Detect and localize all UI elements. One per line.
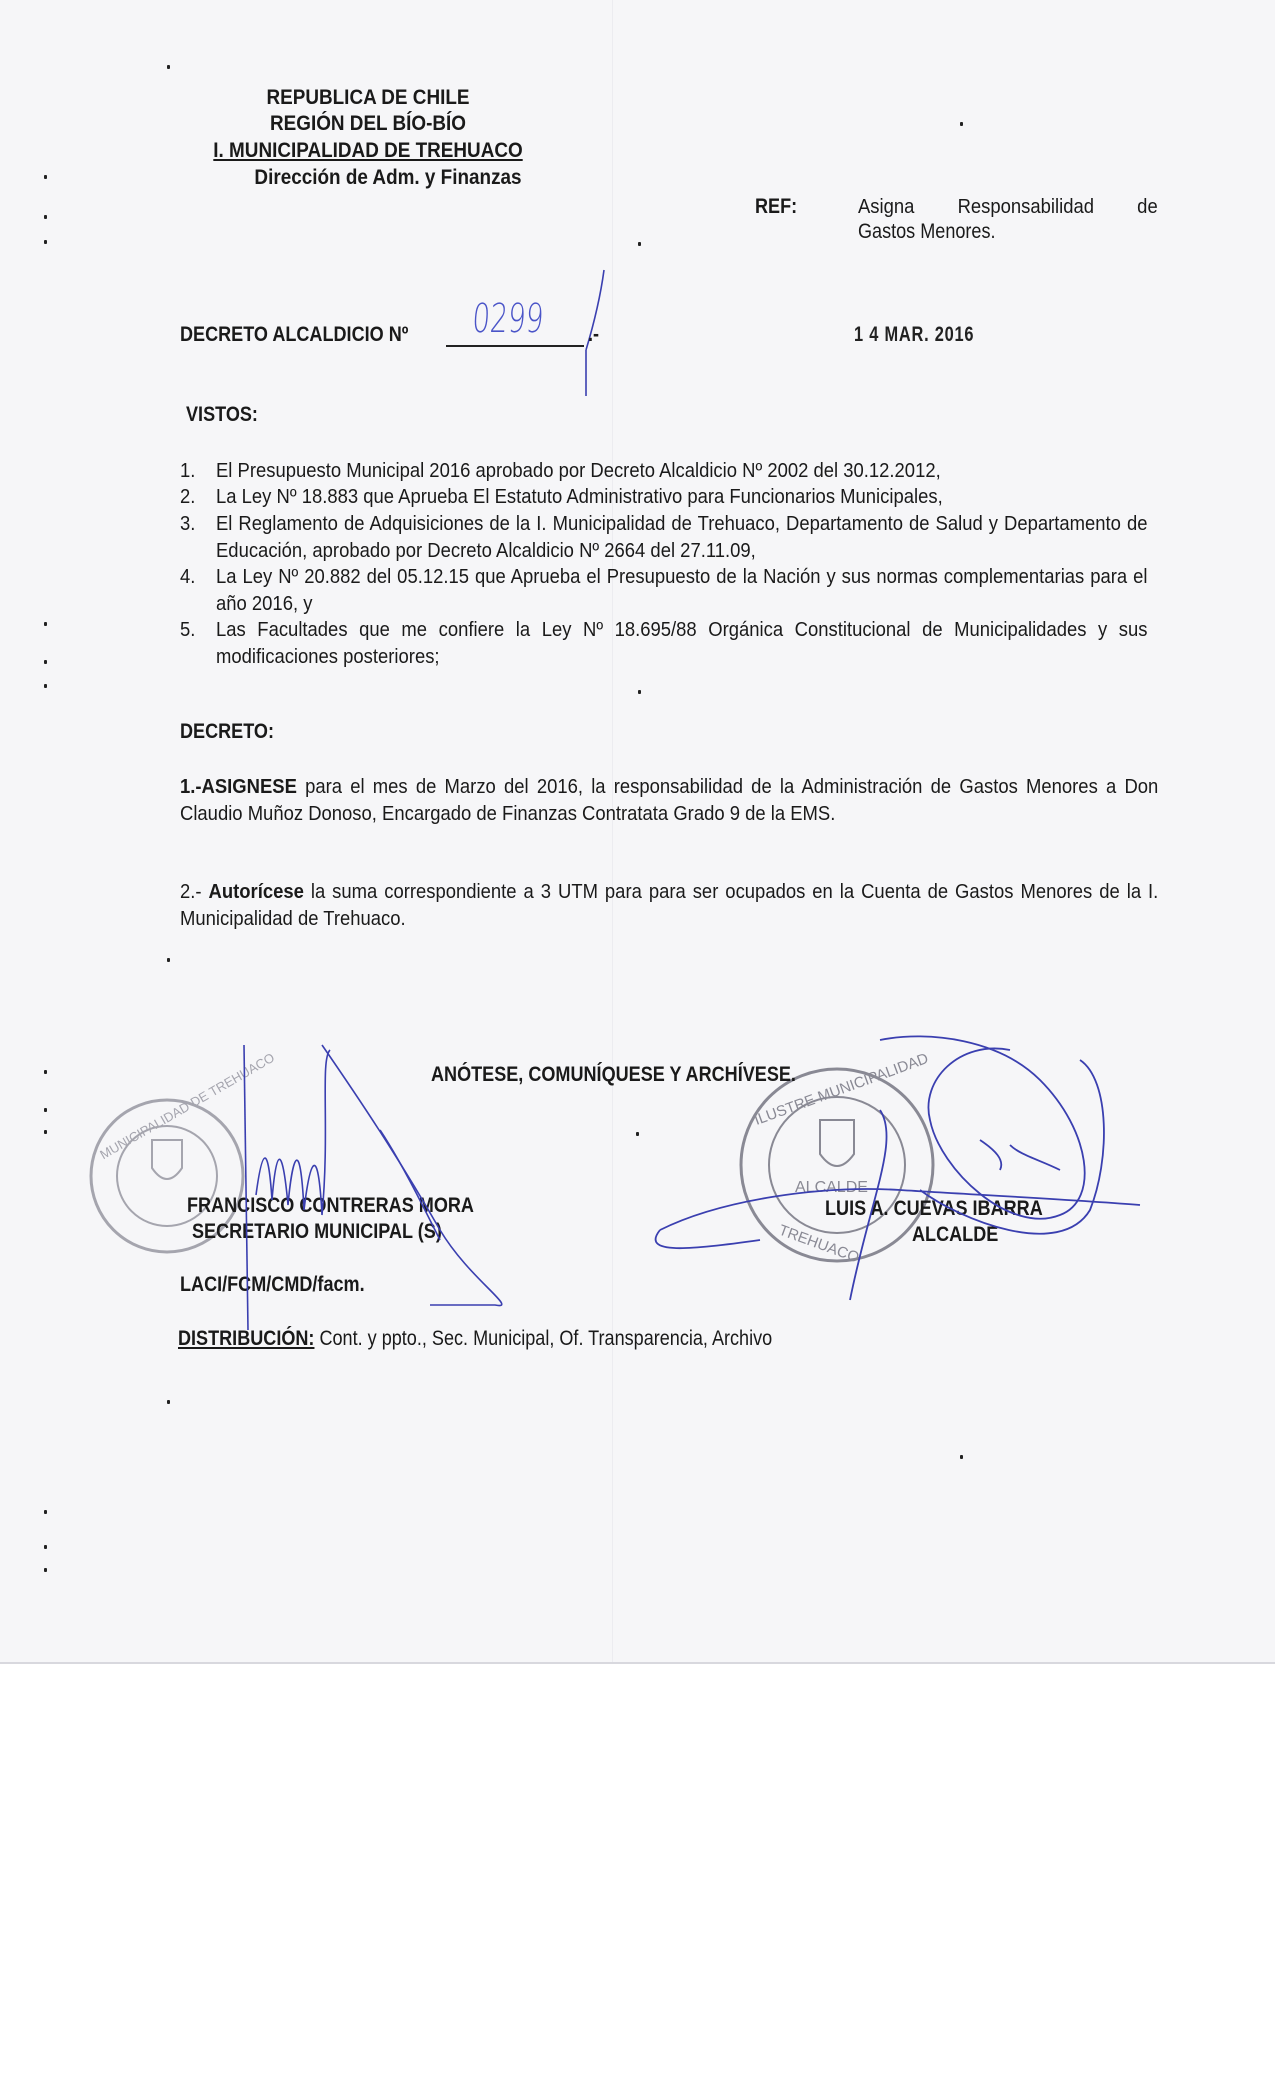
header-municipality: I. MUNICIPALIDAD DE TREHUACO bbox=[213, 139, 523, 162]
header-department: Dirección de Adm. y Finanzas bbox=[254, 166, 522, 189]
ref-line-1: Asigna Responsabilidad de bbox=[858, 195, 1158, 218]
vistos-item-text: Las Facultades que me confiere la Ley Nº 18.695/88 Orgánica Constitucional de Municipalidades y sus modificaciones posteriores; bbox=[216, 618, 1148, 668]
distribution-label: DISTRIBUCIÓN: bbox=[178, 1327, 315, 1350]
closing-formula: ANÓTESE, COMUNÍQUESE Y ARCHÍVESE. bbox=[431, 1063, 796, 1086]
vistos-item-number: 4. bbox=[180, 565, 196, 588]
decree-number-handwritten: 0299 bbox=[470, 296, 546, 342]
vistos-item-text: El Presupuesto Municipal 2016 aprobado por Decreto Alcaldicio Nº 2002 del 30.12.2012, bbox=[216, 459, 941, 482]
distribution-list: Cont. y ppto., Sec. Municipal, Of. Transparencia, Archivo bbox=[314, 1327, 773, 1350]
decreto-title: DECRETO: bbox=[180, 720, 274, 743]
date-stamp: 1 4 MAR. 2016 bbox=[854, 323, 975, 346]
ref-label: REF: bbox=[755, 195, 798, 218]
vistos-title: VISTOS: bbox=[186, 403, 258, 426]
right-signature bbox=[656, 1036, 1140, 1300]
ref-line-2: Gastos Menores. bbox=[858, 220, 996, 243]
right-signatory-name: LUIS A. CUEVAS IBARRA bbox=[825, 1197, 1043, 1220]
header-region: REGIÓN DEL BÍO-BÍO bbox=[269, 112, 467, 135]
svg-text:MUNICIPALIDAD DE TREHUACO: MUNICIPALIDAD DE TREHUACO bbox=[97, 1049, 278, 1163]
decreto-p2-prefix: 2.- bbox=[180, 880, 209, 903]
initials: LACI/FCM/CMD/facm. bbox=[180, 1273, 365, 1296]
vistos-item-text: La Ley Nº 20.882 del 05.12.15 que Aprueba el Presupuesto de la Nación y sus normas complementarias para el año 2016, y bbox=[216, 565, 1148, 615]
decree-label: DECRETO ALCALDICIO Nº bbox=[180, 323, 409, 346]
vistos-item-text: El Reglamento de Adquisiciones de la I. Municipalidad de Trehuaco, Departamento de Salud y Departamento de Educación, aprobado por Decreto Alcaldicio Nº 2664 del 27.11.09, bbox=[216, 512, 1148, 562]
left-signatory-name: FRANCISCO CONTRERAS MORA bbox=[187, 1194, 474, 1217]
right-signatory-title: ALCALDE bbox=[912, 1223, 999, 1246]
vistos-item-number: 3. bbox=[180, 512, 196, 535]
left-signatory-title: SECRETARIO MUNICIPAL (S) bbox=[192, 1220, 442, 1243]
vistos-item-number: 1. bbox=[180, 459, 196, 482]
vistos-item-number: 5. bbox=[180, 618, 196, 641]
left-signature bbox=[244, 1045, 502, 1330]
decreto-p1-keyword: 1.-ASIGNESE bbox=[180, 775, 297, 798]
vistos-item-text: La Ley Nº 18.883 que Aprueba El Estatuto Administrativo para Funcionarios Municipales, bbox=[216, 485, 943, 508]
svg-text:ILUSTRE MUNICIPALIDAD: ILUSTRE MUNICIPALIDAD bbox=[752, 1050, 931, 1129]
header-country: REPUBLICA DE CHILE bbox=[266, 86, 470, 109]
decreto-p1-text: para el mes de Marzo del 2016, la responsabilidad de la Administración de Gastos Menores a Don Claudio Muñoz Donoso, Encargado de Finanzas Contratata Grado 9 de la EMS. bbox=[180, 775, 1159, 825]
decreto-p2-keyword: Autorícese bbox=[208, 880, 304, 903]
vistos-item-number: 2. bbox=[180, 485, 196, 508]
svg-text:TREHUACO: TREHUACO bbox=[776, 1221, 862, 1267]
decreto-p2-text: la suma correspondiente a 3 UTM para para ser ocupados en la Cuenta de Gastos Menores de la I. Municipalidad de Trehuaco. bbox=[180, 880, 1159, 930]
decree-suffix: .- bbox=[588, 323, 600, 346]
svg-text:ALCALDE: ALCALDE bbox=[795, 1179, 868, 1196]
